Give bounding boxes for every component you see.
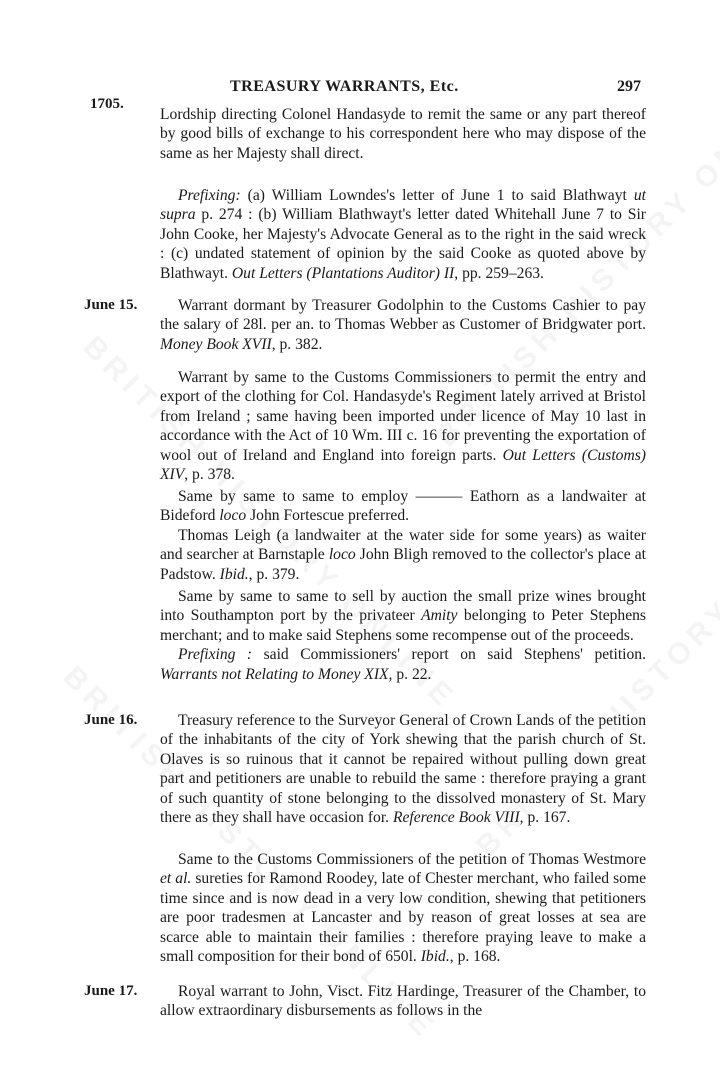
margin-year: 1705. bbox=[90, 96, 124, 112]
entry-landwaiters bbox=[160, 487, 646, 584]
ship-name: Amity bbox=[421, 607, 458, 625]
prefix-label: Prefixing: bbox=[178, 187, 241, 204]
entry-continuation bbox=[160, 105, 646, 163]
source-reference: Out Letters (Customs) XIV bbox=[160, 446, 646, 484]
prefix-label: Prefixing : bbox=[178, 646, 253, 664]
margin-date: June 15. bbox=[84, 297, 138, 313]
entry-text: Lordship directing Colonel Handasyde to remit the same or any part thereof by good bills of exchange to his correspondent here who may dispose of the same as her Majesty shall direct. bbox=[160, 106, 646, 162]
entry-prize-wines bbox=[160, 587, 646, 684]
margin-date: June 17. bbox=[84, 983, 138, 999]
entry-text: Thomas Leigh (a landwaiter at the water side for some years) as waiter and searcher at Barnstaple loco John Bligh removed to the collector's place at Padstow. Ibid., p. 379. bbox=[160, 526, 646, 583]
entry-prefixing bbox=[160, 186, 646, 283]
entry-text: Same by same to same to sell by auction the small prize wines brought into Southampton port by the privateer Amity belonging to Peter Stephens merchant; and to make said Stephens some recompense out of the proceeds. bbox=[160, 588, 646, 644]
entry-text: Prefixing : said Commissioners' report on said Stephens' petition. Warrants not Relating to Money XIX, p. 22. bbox=[160, 646, 646, 683]
source-reference: Ibid. bbox=[219, 565, 249, 583]
margin-date: June 16. bbox=[84, 712, 138, 728]
entry-warrant-dormant bbox=[160, 296, 646, 354]
page-number: 297 bbox=[617, 78, 641, 95]
source-reference: Warrants not Relating to Money XIX bbox=[160, 665, 389, 683]
entry-text: Same by same to same to employ ——— Eathorn as a landwaiter at Bideford loco John Fortescue preferred. bbox=[160, 488, 646, 525]
running-head: TREASURY WARRANTS, Etc. bbox=[230, 78, 459, 95]
entry-york-petition bbox=[160, 711, 646, 827]
entry-warrant-clothing bbox=[160, 368, 646, 484]
entry-text: Warrant dormant by Treasurer Godolphin to the Customs Cashier to pay the salary of 28l. per an. to Thomas Webber as Customer of Bridgwater port. Money Book XVII, p. 382. bbox=[160, 297, 646, 353]
source-reference: Out Letters (Plantations Auditor) II bbox=[231, 264, 455, 282]
entry-text: Prefixing: (a) William Lowndes's letter of June 1 to said Blathwayt ut supra p. 274 : (b) William Blathwayt's letter dated Whitehall June 7 to Sir John Cooke, her Majesty's Advocate General as to the right in the said wreck : (c) undated statement of opinion by the said Cooke as quoted above by Blathwayt. Out Letters (Plantations Auditor) II, pp. 259–263. bbox=[160, 187, 646, 282]
entry-westmore-petition bbox=[160, 850, 646, 966]
source-reference: Ibid. bbox=[420, 948, 450, 966]
entry-text: Warrant by same to the Customs Commissioners to permit the entry and export of the clothing for Col. Handasyde's Regiment lately arrived at Bristol from Ireland ; same having been imported under licence of May 10 last in accordance with the Act of 10 Wm. III c. 16 for preventing the exportation of wool out of Ireland and England into foreign parts. Out Letters (Customs) XIV, p. 378. bbox=[160, 369, 646, 484]
source-reference: Money Book XVII bbox=[160, 335, 272, 353]
entry-text: Treasury reference to the Surveyor General of Crown Lands of the petition of the inhabitants of the city of York shewing that the parish church of St. Olaves is so ruinous that it cannot be repaired without pulling down great part and petitioners are unable to rebuild the same : therefore praying a grant of such quantity of stone belonging to the dissolved monastery of St. Mary there as they shall have occasion for. Reference Book VIII, p. 167. bbox=[160, 712, 646, 827]
entry-royal-warrant bbox=[160, 982, 646, 1021]
entry-text: Same to the Customs Commissioners of the petition of Thomas Westmore et al. sureties for Ramond Roodey, late of Chester merchant, who failed some time since and is now dead in a very low condition, shewing that petitioners are poor tradesmen at Lancaster and by reason of great losses at sea are scarce able to maintain their families : therefore praying leave to make a small composition for their bond of 650l. Ibid., p. 168. bbox=[160, 851, 646, 966]
entry-text: Royal warrant to John, Visct. Fitz Hardinge, Treasurer of the Chamber, to allow extraordinary disbursements as follows in the bbox=[160, 983, 646, 1020]
source-reference: Reference Book VIII bbox=[392, 809, 520, 827]
